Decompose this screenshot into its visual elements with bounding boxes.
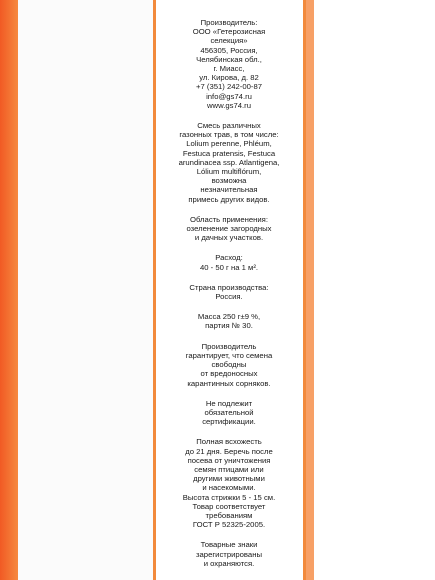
mass-block <box>160 312 298 330</box>
country-block <box>160 283 298 301</box>
text-line: Производитель: <box>200 18 258 27</box>
text-line: Масса 250 г±9 %, <box>197 312 261 322</box>
text-line: от вредоносных <box>200 369 258 379</box>
text-line: +7 (351) 242-00-87 <box>195 82 263 92</box>
text-line: Не подлежит <box>205 398 253 408</box>
website-text: www.gs74.ru <box>206 100 251 110</box>
text-line: ООО «Гетерозисная <box>192 27 266 37</box>
text-line: 456305, Россия, <box>200 45 258 55</box>
text-line: Россия. <box>215 292 243 302</box>
application-block <box>160 215 298 243</box>
text-line: незначительная <box>200 185 258 195</box>
manufacturer-block <box>160 18 298 110</box>
text-line: газонных трав, в том числе: <box>179 130 279 140</box>
text-line: свободны <box>211 360 247 370</box>
orange-left-strip <box>0 0 18 580</box>
text-line: семян птицами или <box>194 464 264 474</box>
text-line: до 21 дня. Беречь после <box>185 446 273 456</box>
text-line: селекция» <box>210 36 248 46</box>
text-line: возможна <box>211 176 247 186</box>
text-line: другими животными <box>193 474 265 484</box>
text-line: г. Миасс, <box>213 64 245 74</box>
text-line: Расход: <box>215 253 243 263</box>
orange-panel-edge <box>306 0 314 580</box>
text-line: примесь других видов. <box>188 194 270 204</box>
text-line: обязательной <box>204 407 254 417</box>
text-line: сертификации. <box>202 417 256 427</box>
text-line: озеленение загородных <box>186 224 272 234</box>
text-line: гарантирует, что семена <box>185 350 273 360</box>
composition-block <box>160 121 298 204</box>
text-line: Festuca pratensis, Festuca <box>182 148 276 158</box>
consumption-block <box>160 253 298 271</box>
right-background <box>314 0 435 580</box>
text-line: Страна производства: <box>189 282 269 292</box>
text-line: 40 - 50 г на 1 м². <box>199 262 259 272</box>
text-line: ул. Кирова, д. 82 <box>199 73 259 83</box>
email-text: info@gs74.ru <box>206 91 252 101</box>
text-line: посева от уничтожения <box>187 455 271 465</box>
certification-block <box>160 399 298 427</box>
text-line: Lolium perenne, Phléum, <box>186 139 272 149</box>
gost-text: ГОСТ Р 52325-2005. <box>192 520 266 530</box>
text-line: требованиям <box>205 510 253 520</box>
text-line: Товар соответствует <box>192 501 266 511</box>
text-line: Полная всхожесть <box>196 437 262 447</box>
text-line: arundinacea ssp. Atlantigena, <box>178 157 280 167</box>
text-line: партия № 30. <box>205 321 253 331</box>
text-line: зарегистрированы <box>196 549 262 559</box>
text-line: и охраняются. <box>203 558 255 568</box>
label-text-column <box>160 18 298 579</box>
text-line: Товарные знаки <box>200 540 258 550</box>
text-line: Челябинская обл., <box>196 54 262 64</box>
text-line: и насекомыми. <box>202 483 256 493</box>
text-line: Lólium multiflórum, <box>196 167 262 177</box>
text-line: и дачных участков. <box>194 233 264 243</box>
text-line: Производитель <box>201 341 257 351</box>
text-line: Область применения: <box>190 214 268 224</box>
text-line: Высота стрижки 5 - 15 см. <box>182 492 276 502</box>
text-line: карантинных сорняков. <box>187 378 271 388</box>
guarantee-block <box>160 342 298 388</box>
germination-block <box>160 437 298 529</box>
trademarks-block <box>160 540 298 568</box>
text-line: Смесь различных <box>197 121 261 131</box>
